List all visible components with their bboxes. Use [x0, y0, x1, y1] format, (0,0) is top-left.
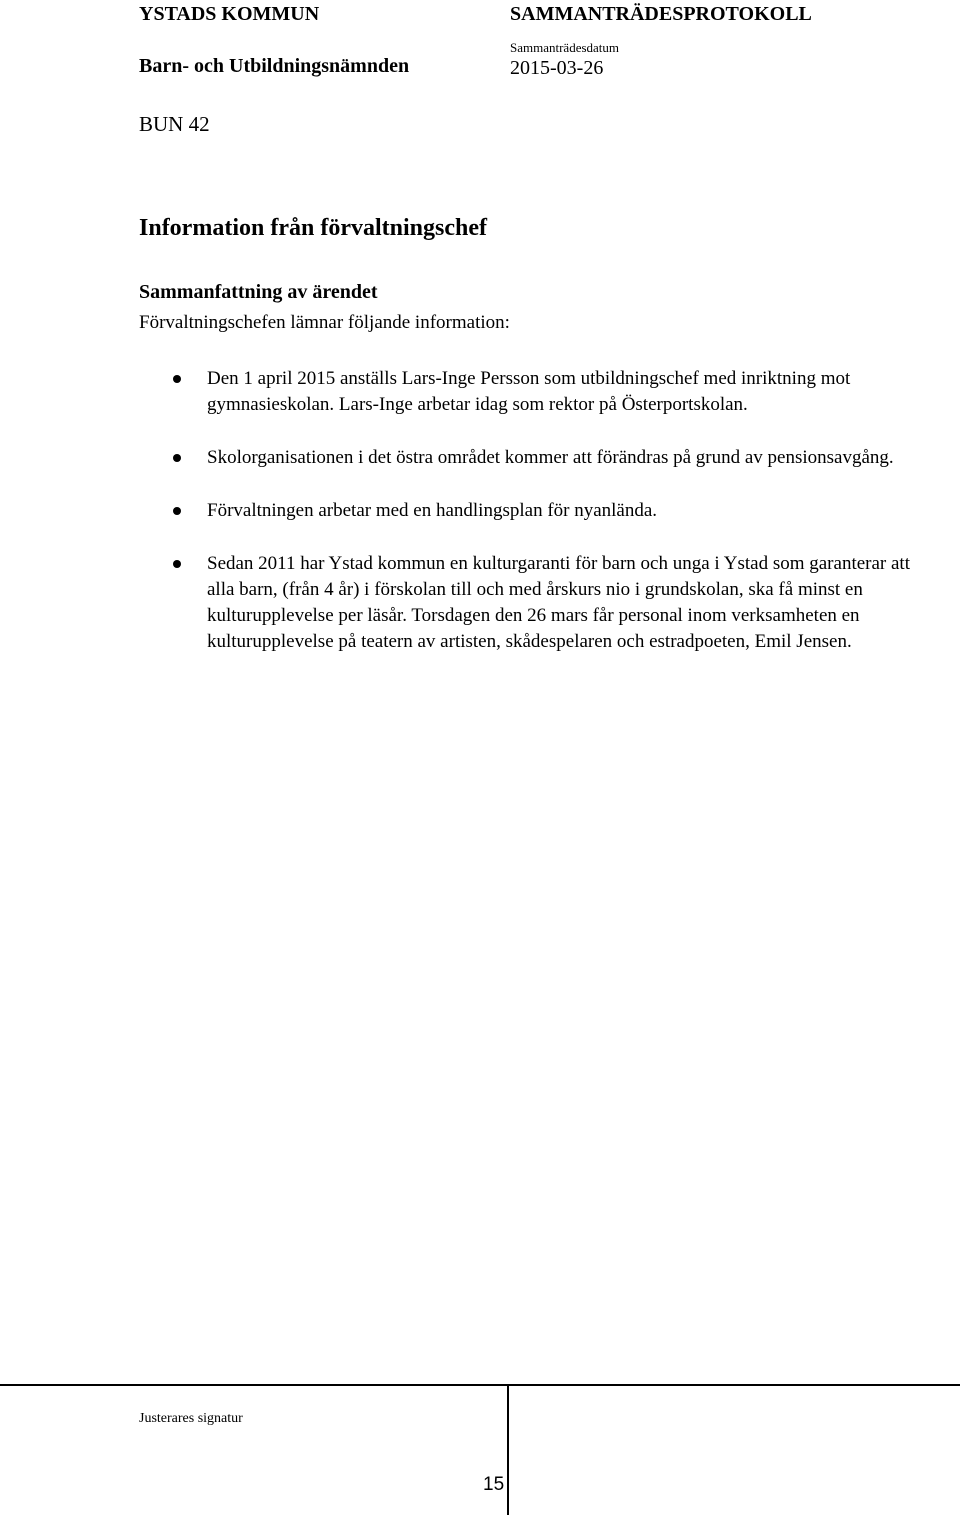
signature-label: Justerares signatur: [139, 1411, 243, 1426]
bullet-icon: [173, 375, 181, 383]
list-item-text: Sedan 2011 har Ystad kommun en kulturgaranti för barn och unga i Ystad som garanterar att alla barn, (från 4 år) i förskolan till och med årskurs nio i grundskolan, ska få minst en kulturupplevelse per läsår. Torsdagen den 26 mars får personal inom verksamheten en kulturupplevelse på teatern av artisten, skådespelaren och estradpoeten, Emil Jensen.: [207, 553, 910, 652]
item-number: BUN 42: [139, 112, 210, 136]
bullet-icon: [173, 560, 181, 568]
document-type: SAMMANTRÄDESPROTOKOLL: [510, 3, 812, 25]
summary-heading: Sammanfattning av ärendet: [139, 281, 378, 303]
list-item: [207, 498, 927, 524]
intro-text: Förvaltningschefen lämnar följande information:: [139, 312, 510, 333]
date-label: Sammanträdesdatum: [510, 40, 620, 55]
footer-vertical-divider: [507, 1384, 509, 1515]
list-item: [207, 445, 927, 471]
footer-divider: [0, 1384, 960, 1386]
board-name: Barn- och Utbildningsnämnden: [139, 55, 410, 77]
municipality-name: YSTADS KOMMUN: [139, 3, 320, 25]
page-title: Information från förvaltningschef: [139, 215, 487, 241]
list-item-text: Skolorganisationen i det östra området kommer att förändras på grund av pensionsavgång.: [207, 447, 894, 468]
list-item-text: Den 1 april 2015 anställs Lars-Inge Persson som utbildningschef med inriktning mot gymnasieskolan. Lars-Inge arbetar idag som rektor på Österportskolan.: [207, 368, 851, 415]
list-item-text: Förvaltningen arbetar med en handlingsplan för nyanlända.: [207, 500, 658, 521]
meeting-date: 2015-03-26: [510, 57, 604, 79]
list-item: [207, 366, 927, 418]
page-number: 15: [483, 1474, 505, 1495]
list-item: [207, 551, 927, 655]
bullet-icon: [173, 454, 181, 462]
bullet-list: [207, 366, 927, 655]
bullet-icon: [173, 507, 181, 515]
